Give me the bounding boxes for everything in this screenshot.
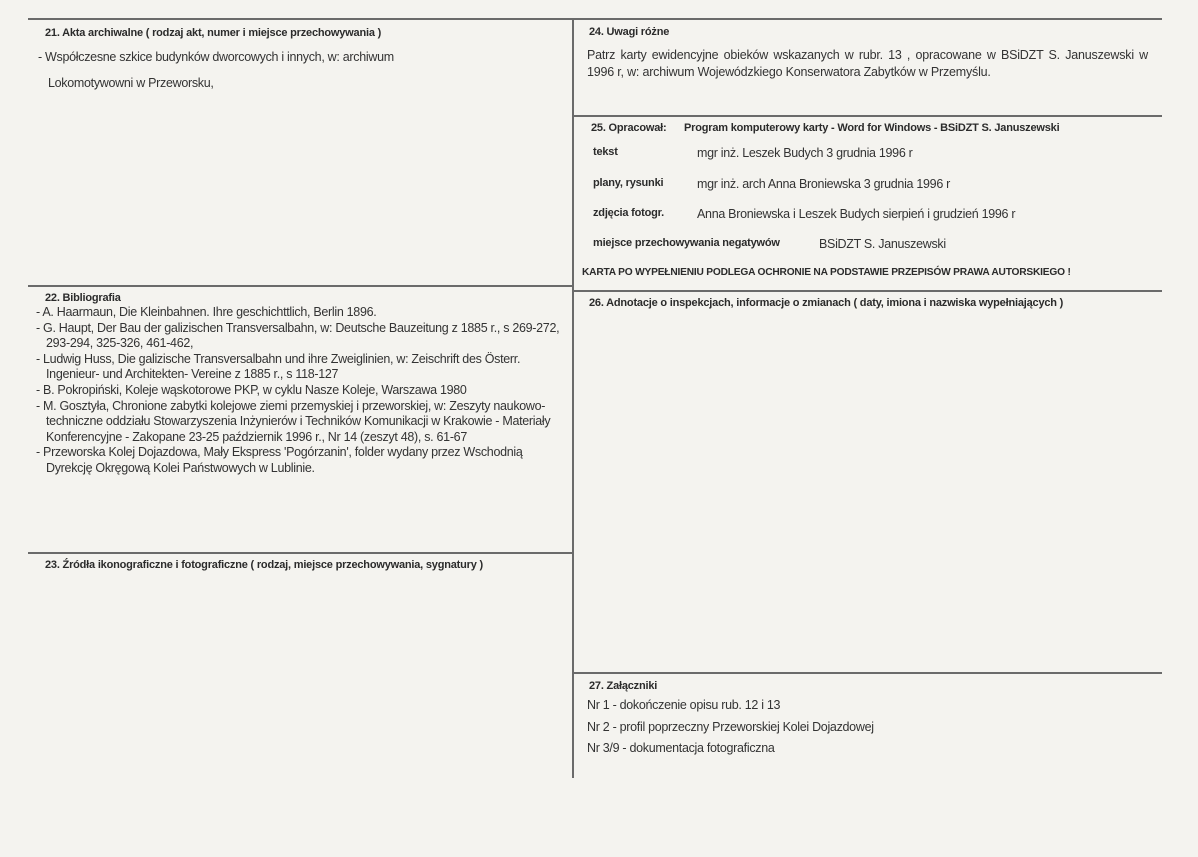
- sec24-title: 24. Uwagi różne: [589, 26, 670, 38]
- rule-sec26-top: [573, 290, 1162, 292]
- sec25-label-text: tekst: [593, 146, 618, 158]
- sec25-value-plans: mgr inż. arch Anna Broniewska 3 grudnia 1996 r: [697, 177, 951, 191]
- attachment-item: Nr 1 - dokończenie opisu rub. 12 i 13: [587, 698, 781, 712]
- rule-sec27-top: [573, 672, 1162, 674]
- rule-sec25-top: [573, 115, 1162, 117]
- list-item: - G. Haupt, Der Bau der galizischen Transversalbahn, w: Deutsche Bauzeitung z 1885 r., s 269-272, 293-294, 325-326, 461-462,: [36, 320, 560, 351]
- sec27-title: 27. Załączniki: [589, 680, 658, 692]
- sec21-title: 21. Akta archiwalne ( rodzaj akt, numer i miejsce przechowywania ): [45, 27, 382, 39]
- center-divider: [572, 18, 574, 778]
- sec25-label-negatives: miejsce przechowywania negatywów: [593, 237, 780, 249]
- sec25-value-text: mgr inż. Leszek Budych 3 grudnia 1996 r: [697, 146, 913, 160]
- rule-sec22-top: [28, 285, 573, 287]
- rule-sec23-top: [28, 552, 573, 554]
- copyright-notice: KARTA PO WYPEŁNIENIU PODLEGA OCHRONIE NA PODSTAWIE PRZEPISÓW PRAWA AUTORSKIEGO !: [582, 267, 1071, 278]
- list-item: - Ludwig Huss, Die galizische Transversalbahn und ihre Zweiglinien, w: Zeischrift des Österr. Ingenieur- und Architekten- Vereine z 1885 r., s 118-127: [36, 351, 521, 382]
- sec25-value-photos: Anna Broniewska i Leszek Budych sierpień i grudzień 1996 r: [697, 207, 1016, 221]
- list-item: - Przeworska Kolej Dojazdowa, Mały Ekspress 'Pogórzanin', folder wydany przez Wschodnią Dyrekcję Okręgową Kolei Państwowych w Lublinie.: [36, 445, 523, 475]
- top-rule: [28, 18, 1162, 20]
- sec22-title: 22. Bibliografia: [45, 292, 121, 304]
- sec25-program: Program komputerowy karty - Word for Windows - BSiDZT S. Januszewski: [684, 122, 1060, 134]
- sec24-body: Patrz karty ewidencyjne obieków wskazanych w rubr. 13 , opracowane w BSiDZT S. Januszewski w 1996 r, w: archiwum Wojewódzkiego Konserwatora Zabytków w Przemyślu.: [587, 48, 1148, 79]
- attachment-item: Nr 3/9 - dokumentacja fotograficzna: [587, 741, 775, 755]
- sec25-label-plans: plany, rysunki: [593, 177, 664, 189]
- sec25-title: 25. Opracował:: [591, 122, 667, 134]
- bibliography-list: [36, 305, 566, 477]
- sec26-title: 26. Adnotacje o inspekcjach, informacje o zmianach ( daty, imiona i nazwiska wypełniających ): [589, 297, 1064, 309]
- sec25-value-negatives: BSiDZT S. Januszewski: [819, 237, 946, 251]
- list-item: - A. Haarmaun, Die Kleinbahnen. Ihre geschichttlich, Berlin 1896.: [36, 305, 377, 319]
- attachment-item: Nr 2 - profil poprzeczny Przeworskiej Kolei Dojazdowej: [587, 720, 874, 734]
- list-item: - M. Gosztyła, Chronione zabytki kolejowe ziemi przemyskiej i przeworskiej, w: Zeszyty naukowo-techniczne oddziału Stowarzyszenia Inżynierów i Techników Komunikacji w Krakowie - Materiały Konferencyjne - Zakopane 23-25 październik 1996 r., Nr 14 (zeszyt 48), s. 61-67: [36, 398, 551, 444]
- list-item: - B. Pokropiński, Koleje wąskotorowe PKP, w cyklu Nasze Koleje, Warszawa 1980: [36, 382, 467, 397]
- sec21-line2: Lokomotywowni w Przeworsku,: [48, 76, 214, 90]
- sec25-label-photos: zdjęcia fotogr.: [593, 207, 664, 219]
- sec21-line1: - Współczesne szkice budynków dworcowych i innych, w: archiwum: [38, 50, 394, 64]
- sec23-title: 23. Źródła ikonograficzne i fotograficzne ( rodzaj, miejsce przechowywania, sygnatury ): [45, 559, 483, 571]
